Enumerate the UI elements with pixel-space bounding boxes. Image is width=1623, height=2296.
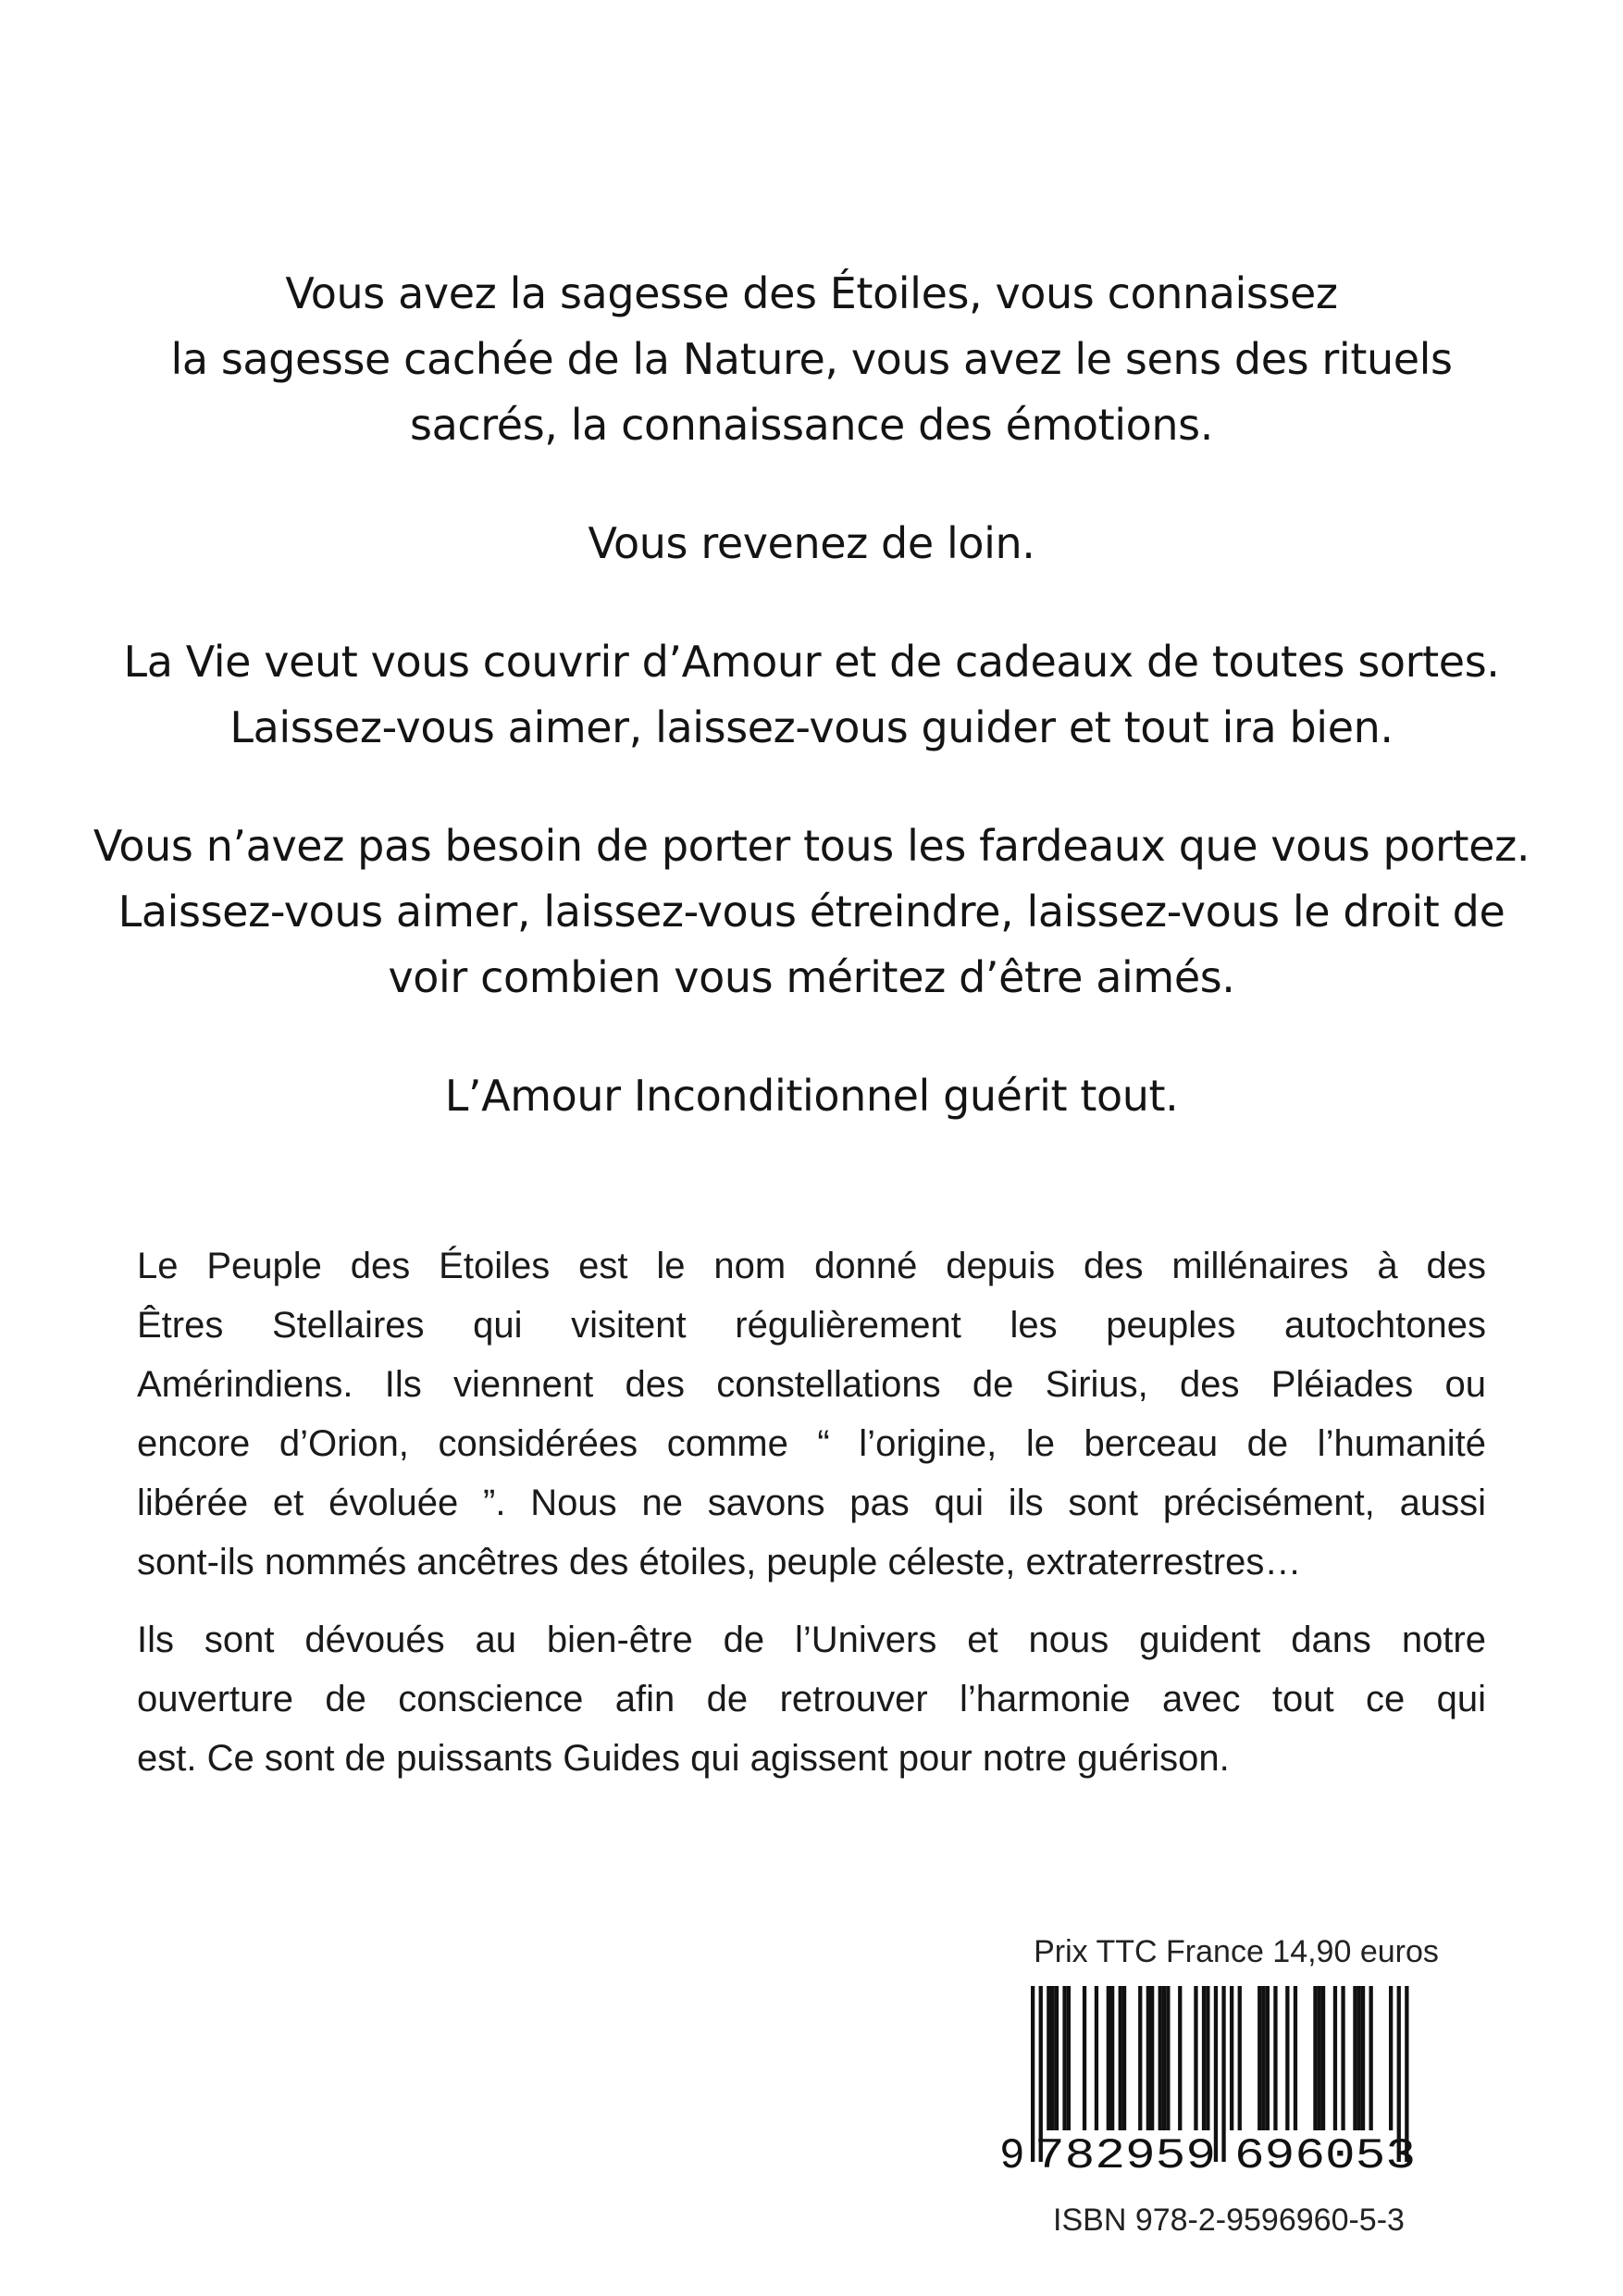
barcode-bar	[1389, 1986, 1393, 2130]
poem-line: sacrés, la connaissance des émotions.	[410, 400, 1213, 450]
barcode-bar	[1178, 1986, 1182, 2130]
paragraph-line: est. Ce sont de puissants Guides qui agissent pour notre guérison.	[137, 1738, 1230, 1779]
poem-line: la sagesse cachée de la Nature, vous avez le sens des rituels	[170, 334, 1453, 384]
paragraph-line: Amérindiens. Ils viennent des constellations de Sirius, des Pléiades ou	[137, 1364, 1486, 1405]
barcode-bar	[1353, 1986, 1357, 2130]
barcode-bar	[1055, 1986, 1059, 2130]
barcode-bar	[1162, 1986, 1166, 2130]
description-paragraph-2	[137, 1610, 1486, 1788]
poem-line: Vous n’avez pas besoin de porter tous les fardeaux que vous portez.	[93, 821, 1530, 871]
barcode-bar	[1138, 1986, 1142, 2130]
barcode-bar	[1221, 1986, 1225, 2162]
barcode-bar	[1122, 1986, 1126, 2130]
paragraph-line: sont-ils nommés ancêtres des étoiles, peuple céleste, extraterrestres…	[137, 1542, 1302, 1582]
barcode-bar	[1341, 1986, 1344, 2130]
barcode-digit-lead: 9	[999, 2132, 1025, 2173]
barcode-bar	[1369, 1986, 1373, 2130]
barcode-bar	[1258, 1986, 1261, 2130]
barcode-bar	[1119, 1986, 1122, 2130]
barcode-bar	[1107, 1986, 1110, 2130]
barcode-graphic	[992, 1982, 1449, 2173]
paragraph-line: encore d’Orion, considérées comme “ l’origine, le berceau de l’humanité	[137, 1423, 1486, 1464]
poem-block	[0, 261, 1623, 1129]
barcode-digits-left: 782959	[1035, 2132, 1216, 2173]
barcode-bar	[1166, 1986, 1170, 2130]
barcode-bar	[1194, 1986, 1197, 2130]
isbn-label: ISBN 978-2-9596960-5-3	[1053, 2203, 1405, 2238]
barcode-bar	[1361, 1986, 1365, 2130]
paragraph-line: libérée et évoluée ”. Nous ne savons pas qui ils sont précisément, aussi	[137, 1483, 1486, 1523]
paragraph-line: Ils sont dévoués au bien-être de l’Univers et nous guident dans notre	[137, 1620, 1486, 1660]
barcode-bar	[1313, 1986, 1317, 2130]
barcode-bar	[1047, 1986, 1050, 2130]
barcode-bar	[1266, 1986, 1270, 2130]
paragraph-line: Êtres Stellaires qui visitent régulièrement les peuples autochtones	[137, 1305, 1486, 1346]
poem-line: Vous avez la sagesse des Étoiles, vous connaissez	[285, 268, 1338, 318]
barcode-bar	[1230, 1986, 1233, 2130]
description-paragraph-1	[137, 1236, 1486, 1592]
barcode-bar	[1261, 1986, 1265, 2130]
barcode-bar	[1051, 1986, 1055, 2130]
poem-line: Vous revenez de loin.	[588, 518, 1035, 568]
poem-line: Laissez-vous aimer, laissez-vous guider et tout ira bien.	[229, 702, 1394, 752]
barcode-bar	[1062, 1986, 1066, 2130]
barcode-bar	[1206, 1986, 1209, 2130]
barcode-bar	[1318, 1986, 1321, 2130]
barcode-bar	[1333, 1986, 1337, 2130]
barcode-bar	[1202, 1986, 1206, 2130]
barcode-bar	[1238, 1986, 1242, 2130]
barcode-bar	[1095, 1986, 1098, 2130]
poem-line: Laissez-vous aimer, laissez-vous étreindre, laissez-vous le droit de	[118, 887, 1505, 937]
barcode-bar	[1158, 1986, 1162, 2130]
barcode-bar	[1273, 1986, 1277, 2130]
barcode-bar	[1285, 1986, 1289, 2130]
paragraph-line: ouverture de conscience afin de retrouver l’harmonie avec tout ce qui	[137, 1679, 1486, 1719]
price-label: Prix TTC France 14,90 euros	[1034, 1934, 1439, 1969]
barcode-bar	[1321, 1986, 1325, 2130]
barcode-bar	[1294, 1986, 1297, 2130]
paragraph-line: Le Peuple des Étoiles est le nom donné depuis des millénaires à des	[137, 1246, 1486, 1286]
barcode-bar	[1067, 1986, 1071, 2130]
poem-line: voir combien vous méritez d’être aimés.	[388, 952, 1235, 1002]
barcode-bar	[1083, 1986, 1086, 2130]
barcode-bar	[1146, 1986, 1150, 2130]
barcode-bar	[1110, 1986, 1114, 2130]
poem-line: La Vie veut vous couvrir d’Amour et de cadeaux de toutes sortes.	[123, 637, 1500, 687]
barcode-bar	[1150, 1986, 1154, 2130]
barcode-bar	[1357, 1986, 1361, 2130]
barcode	[992, 1982, 1449, 2173]
poem-line: L’Amour Inconditionnel guérit tout.	[444, 1071, 1179, 1121]
barcode-digits-right: 696053	[1234, 2132, 1416, 2173]
